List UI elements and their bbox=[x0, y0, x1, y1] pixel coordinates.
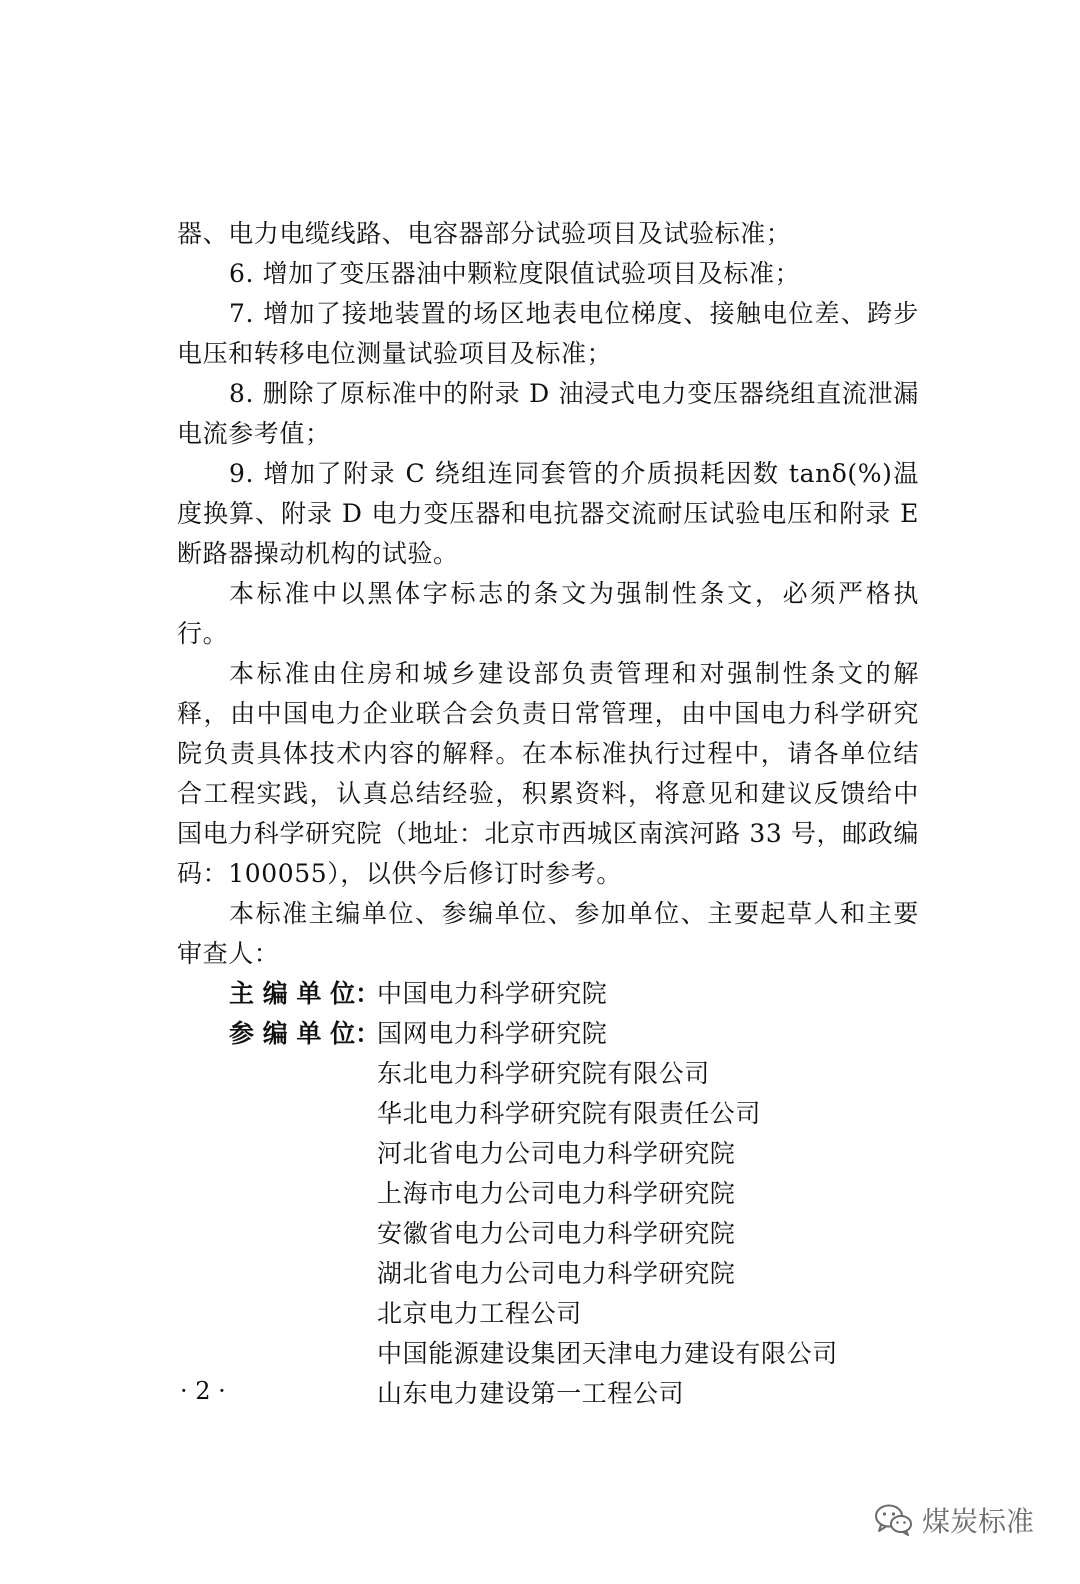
participating-org: 上海市电力公司电力科学研究院 bbox=[377, 1179, 736, 1208]
wechat-icon bbox=[874, 1503, 914, 1537]
chief-editor-org: 中国电力科学研究院 bbox=[377, 979, 608, 1008]
participating-org: 安徽省电力公司电力科学研究院 bbox=[377, 1219, 736, 1248]
participating-row bbox=[177, 1014, 919, 1054]
paragraph-item-7: 7. 增加了接地装置的场区地表电位梯度、接触电位差、跨步电压和转移电位测量试验项目及标准； bbox=[177, 299, 919, 368]
paragraph-item-8: 8. 删除了原标准中的附录 D 油浸式电力变压器绕组直流泄漏电流参考值； bbox=[177, 379, 919, 448]
participating-org-list bbox=[177, 1054, 919, 1414]
participating-org: 华北电力科学研究院有限责任公司 bbox=[377, 1099, 762, 1128]
participating-label: 参 编 单 位： bbox=[229, 1019, 381, 1048]
paragraph-drafting-intro: 本标准主编单位、参编单位、参加单位、主要起草人和主要审查人： bbox=[177, 899, 919, 968]
paragraph-item-9: 9. 增加了附录 C 绕组连同套管的介质损耗因数 tanδ(%)温度换算、附录 D 电力变压器和电抗器交流耐压试验电压和附录 E 断路器操动机构的试验。 bbox=[177, 459, 919, 568]
participating-org: 东北电力科学研究院有限公司 bbox=[377, 1059, 710, 1088]
participating-org: 山东电力建设第一工程公司 bbox=[377, 1379, 685, 1408]
participating-org: 北京电力工程公司 bbox=[377, 1299, 582, 1328]
watermark bbox=[874, 1500, 1034, 1540]
chief-editor-label: 主 编 单 位： bbox=[229, 979, 381, 1008]
participating-org: 中国能源建设集团天津电力建设有限公司 bbox=[377, 1339, 838, 1368]
paragraph-item-6: 6. 增加了变压器油中颗粒度限值试验项目及标准； bbox=[229, 259, 801, 288]
participating-org: 河北省电力公司电力科学研究院 bbox=[377, 1139, 736, 1168]
page-number: · 2 · bbox=[180, 1377, 226, 1405]
paragraph-management: 本标准由住房和城乡建设部负责管理和对强制性条文的解释，由中国电力企业联合会负责日常管理，由中国电力科学研究院负责具体技术内容的解释。在本标准执行过程中，请各单位结合工程实践，认真总结经验，积累资料，将意见和建议反馈给中国电力科学研究院（地址：北京市西城区南滨河路 33 号，邮政编码：100055），以供今后修订时参考。 bbox=[177, 659, 919, 888]
watermark-text: 煤炭标准 bbox=[921, 1505, 1034, 1538]
participating-org: 湖北省电力公司电力科学研究院 bbox=[377, 1259, 736, 1288]
participating-org: 国网电力科学研究院 bbox=[377, 1019, 608, 1048]
paragraph-continuation: 器、电力电缆线路、电容器部分试验项目及试验标准； bbox=[177, 219, 792, 248]
body-text bbox=[177, 214, 919, 1414]
chief-editor-row bbox=[177, 974, 919, 1014]
paragraph-mandatory-clauses: 本标准中以黑体字标志的条文为强制性条文，必须严格执行。 bbox=[177, 579, 919, 648]
